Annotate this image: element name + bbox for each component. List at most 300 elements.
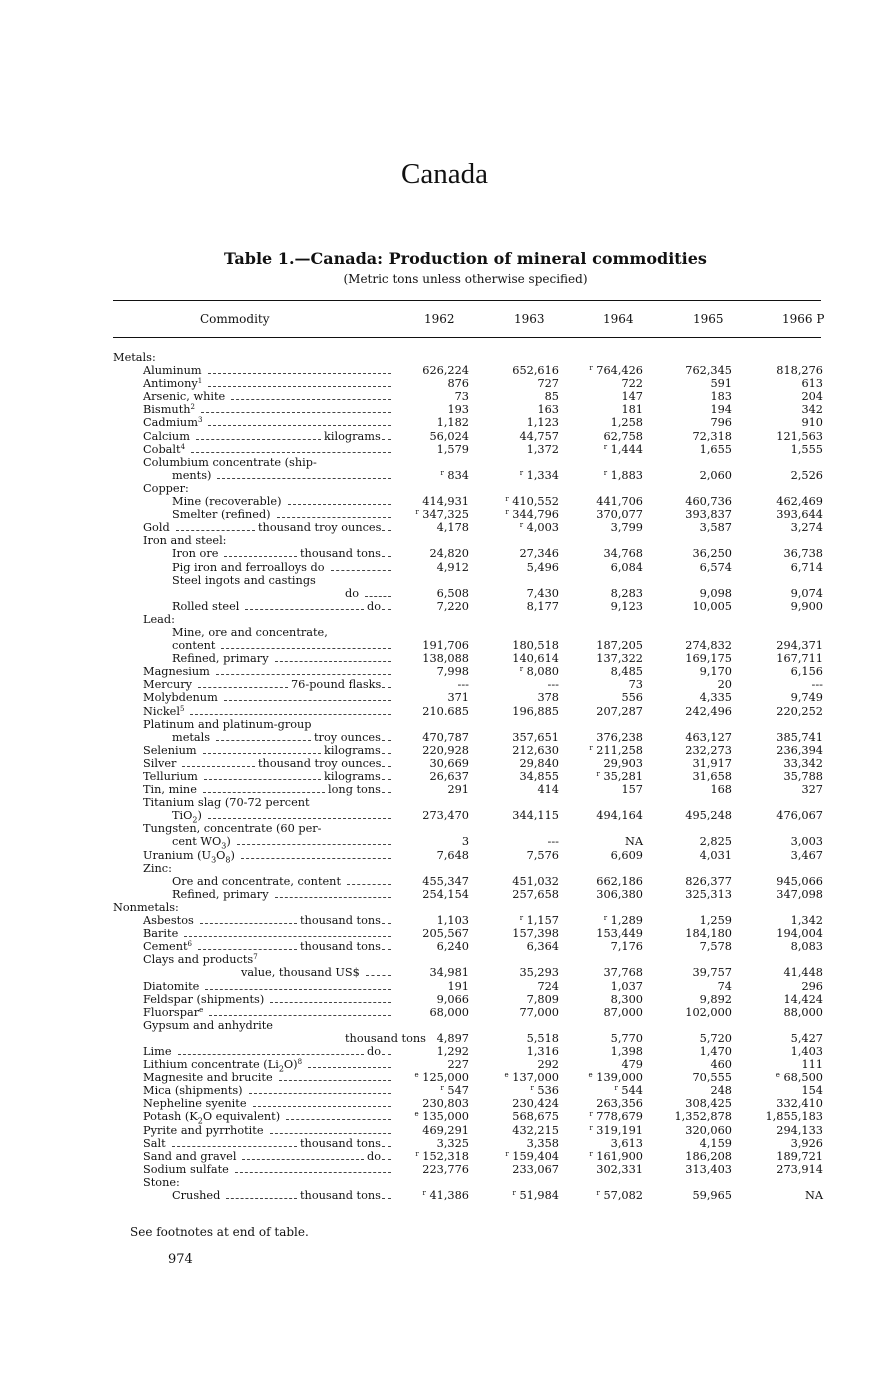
row-unit: troy ounces [314, 730, 381, 744]
table-cell: 8,083 [790, 940, 823, 954]
table-cell: 230,803 [422, 1097, 469, 1111]
row-label: Molybdenum [143, 691, 218, 705]
table-cell: 9,074 [790, 586, 823, 600]
footnote: See footnotes at end of table. [130, 1225, 309, 1239]
table-cell: 4,031 [699, 848, 732, 862]
table-cell: 193 [447, 403, 469, 417]
table-row [113, 587, 833, 600]
table-cell: 1,316 [526, 1044, 559, 1058]
table-cell: 3,003 [790, 835, 823, 849]
row-unit: kilograms [324, 743, 381, 757]
table-cell: 3,358 [526, 1136, 559, 1150]
table-cell: 273,914 [776, 1162, 823, 1176]
leader-dots [224, 700, 391, 701]
header-1964: 1964 [603, 312, 634, 326]
leader-dots [184, 936, 391, 937]
table-cell: 313,403 [685, 1162, 732, 1176]
table-cell: 1,579 [436, 442, 469, 456]
table-cell: 294,133 [776, 1123, 823, 1137]
table-row [113, 862, 833, 875]
table-cell: 31,658 [692, 770, 732, 783]
table-cell: 724 [537, 979, 559, 993]
table-cell: 393,644 [776, 508, 823, 522]
leader-dots [270, 1002, 391, 1003]
table-row [113, 574, 833, 587]
table-cell: 342 [801, 403, 823, 417]
table-cell: 196,885 [512, 704, 559, 718]
table-cell: 88,000 [783, 1005, 823, 1019]
row-label: Metals: [113, 351, 156, 364]
row-label: Bismuth$^2$ [143, 403, 195, 417]
table-cell: 325,313 [685, 887, 732, 901]
table-row [113, 508, 833, 521]
table-cell: 227 [447, 1058, 469, 1072]
table-cell: 3,926 [790, 1136, 823, 1150]
row-label: Iron and steel: [143, 534, 227, 548]
table-cell: 460,736 [685, 495, 732, 509]
leader-dots [200, 923, 297, 924]
row-label: ments) [172, 468, 212, 482]
table-cell: 168 [710, 783, 732, 797]
row-label: Mica (shipments) [143, 1084, 243, 1098]
table-top-rule [113, 300, 821, 301]
row-label: Antimony$^1$ [143, 377, 203, 391]
row-label: Mine, ore and concentrate, [172, 625, 328, 639]
table-cell: 7,809 [526, 992, 559, 1006]
leader-dots [178, 1054, 364, 1055]
table-cell: 306,380 [596, 887, 643, 901]
table-row [113, 757, 833, 770]
table-cell: 1,292 [436, 1044, 469, 1058]
table-cell: $^r$ 834 [440, 468, 469, 482]
table-cell: 41,448 [783, 966, 823, 980]
table-row [113, 888, 833, 901]
table-cell: 59,965 [692, 1189, 732, 1202]
row-label: Steel ingots and castings [172, 573, 316, 587]
leader-dots [208, 373, 391, 374]
table-row [113, 351, 833, 364]
table-cell: 8,283 [610, 586, 643, 600]
table-cell: 3,274 [790, 521, 823, 535]
row-label: Pig iron and ferroalloys do [172, 560, 325, 574]
row-label: Tellurium [143, 770, 198, 783]
row-label: Columbium concentrate (ship- [143, 455, 317, 469]
leader-dots [242, 1159, 364, 1160]
table-cell: $^r$ 35,281 [596, 770, 643, 783]
table-cell: $^r$ 544 [614, 1084, 643, 1098]
table-row [113, 1110, 833, 1126]
table-cell: 77,000 [519, 1005, 559, 1019]
table-cell: 910 [801, 416, 823, 430]
table-cell: 494,164 [596, 809, 643, 823]
table-cell: 233,067 [512, 1162, 559, 1176]
table-cell: 818,276 [776, 364, 823, 378]
table-row [113, 914, 833, 927]
table-cell: 1,403 [790, 1044, 823, 1058]
table-row [113, 547, 833, 560]
row-label: Platinum and platinum-group [143, 717, 312, 731]
table-cell: 273,470 [422, 809, 469, 823]
table-cell: 220,928 [422, 743, 469, 757]
table-cell: $^r$ 1,157 [519, 914, 559, 928]
row-label: Stone: [143, 1175, 180, 1189]
table-cell: 26,637 [429, 770, 469, 783]
table-cell: $^r$ 778,679 [589, 1110, 643, 1124]
table-cell: 376,238 [596, 730, 643, 744]
row-label: Rolled steel [172, 599, 240, 613]
table-cell: 414,931 [422, 495, 469, 509]
table-row [113, 835, 833, 851]
table-cell: 626,224 [422, 364, 469, 378]
table-cell: 34,855 [519, 770, 559, 783]
table-row [113, 416, 833, 429]
table-cell: 385,741 [776, 730, 823, 744]
table-row [113, 705, 833, 718]
table-cell: NA [804, 1189, 823, 1202]
table-cell: 183 [710, 390, 732, 404]
table-cell: 1,037 [610, 979, 643, 993]
table-row [113, 482, 833, 495]
table-cell: 414 [537, 783, 559, 797]
table-cell: 722 [621, 377, 643, 391]
table-cell: 73 [454, 390, 469, 404]
table-cell: 476,067 [776, 809, 823, 823]
table-row [113, 770, 833, 783]
table-cell: 27,346 [519, 547, 559, 561]
header-1962: 1962 [424, 312, 455, 326]
table-cell: 455,347 [422, 874, 469, 888]
table-cell: 4,897 [436, 1031, 469, 1045]
row-label: metals [172, 730, 211, 744]
table-row [113, 993, 833, 1006]
table-cell: 140,614 [512, 652, 559, 666]
row-label: Refined, primary [172, 887, 269, 901]
table-cell: 1,258 [610, 416, 643, 430]
leader-dots [190, 714, 391, 715]
leader-dots [226, 1198, 297, 1199]
row-label: Cement$^6$ [143, 940, 193, 954]
table-cell: 460 [710, 1058, 732, 1072]
table-cell: 236,394 [776, 743, 823, 757]
table-row [113, 966, 833, 979]
table-body [113, 351, 833, 1202]
table-cell: 1,352,878 [674, 1110, 732, 1124]
table-cell: $^r$ 547 [440, 1084, 469, 1098]
table-cell: 556 [621, 691, 643, 705]
page-title: Canada [401, 158, 488, 190]
row-label: Nickel$^5$ [143, 704, 185, 718]
row-label: Aluminum [143, 364, 202, 378]
table-cell: 378 [537, 691, 559, 705]
row-label: Feldspar (shipments) [143, 992, 265, 1006]
table-cell: 652,616 [512, 364, 559, 378]
table-row [113, 652, 833, 665]
table-cell: $^e$ 137,000 [504, 1071, 559, 1085]
table-cell: 230,424 [512, 1097, 559, 1111]
leader-dots [288, 504, 391, 505]
table-cell: 10,005 [692, 599, 732, 613]
table-cell: 945,066 [776, 874, 823, 888]
header-1965: 1965 [693, 312, 724, 326]
row-label: Calcium [143, 429, 190, 443]
leader-dots [205, 989, 391, 990]
row-label: Ore and concentrate, content [172, 874, 341, 888]
table-cell: 137,322 [596, 652, 643, 666]
table-cell: 147 [621, 390, 643, 404]
leader-dots [231, 399, 391, 400]
table-cell: 181 [621, 403, 643, 417]
table-cell: 826,377 [685, 874, 732, 888]
table-cell: 157 [621, 783, 643, 797]
leader-dots [196, 439, 321, 440]
table-cell: 3,587 [699, 521, 732, 535]
table-row [113, 430, 833, 443]
table-cell: 1,259 [699, 914, 732, 928]
table-row [113, 875, 833, 888]
row-label: Tin, mine [143, 783, 197, 797]
table-cell: 1,123 [526, 416, 559, 430]
table-cell: $^r$ 161,900 [589, 1149, 643, 1163]
leader-dots [203, 753, 321, 754]
table-cell: 302,331 [596, 1162, 643, 1176]
row-label: Copper: [143, 481, 189, 495]
table-cell: 62,758 [603, 429, 643, 443]
table-cell: 204 [801, 390, 823, 404]
table-cell: $^r$ 319,191 [589, 1123, 643, 1137]
row-label: Mine (recoverable) [172, 495, 282, 509]
table-cell: 1,855,183 [765, 1110, 823, 1124]
table-row [113, 561, 833, 574]
table-cell: 210.685 [422, 704, 469, 718]
table-cell: $^r$ 8,080 [519, 665, 559, 679]
table-cell: 762,345 [685, 364, 732, 378]
table-cell: 191,706 [422, 639, 469, 653]
row-label: Cobalt$^4$ [143, 442, 186, 456]
table-cell: 180,518 [512, 639, 559, 653]
leader-dots [224, 556, 297, 557]
leader-dots [217, 478, 391, 479]
row-unit: thousand tons [300, 914, 381, 928]
table-cell: 327 [801, 783, 823, 797]
table-row [113, 1019, 833, 1032]
row-label: do [345, 586, 360, 600]
table-row [113, 678, 833, 691]
table-row [113, 822, 833, 835]
row-label: Zinc: [143, 861, 172, 875]
table-cell: 157,398 [512, 927, 559, 941]
table-cell: $^r$ 57,082 [596, 1189, 643, 1202]
table-cell: 102,000 [685, 1005, 732, 1019]
row-label: cent $WO_3$) [172, 835, 231, 851]
table-cell: $^r$ 211,258 [589, 743, 643, 757]
table-cell: 7,176 [610, 940, 643, 954]
table-cell: 257,658 [512, 887, 559, 901]
leader-dots [235, 1172, 391, 1173]
table-cell: 74 [717, 979, 732, 993]
table-cell: $^r$ 1,289 [603, 914, 643, 928]
table-cell: 36,738 [783, 547, 823, 561]
table-cell: 432,215 [512, 1123, 559, 1137]
table-row [113, 1189, 833, 1202]
table-cell: 70,555 [692, 1071, 732, 1085]
leader-dots [308, 1067, 391, 1068]
table-cell: 451,032 [512, 874, 559, 888]
table-cell: 184,180 [685, 927, 732, 941]
table-cell: 9,123 [610, 599, 643, 613]
row-label: Refined, primary [172, 652, 269, 666]
table-cell: 207,287 [596, 704, 643, 718]
table-cell: 9,170 [699, 665, 732, 679]
table-cell: --- [811, 678, 823, 692]
row-label: Lithium concentrate $(Li_2O)^8$ [143, 1058, 303, 1074]
table-cell: 87,000 [603, 1005, 643, 1019]
table-row [113, 377, 833, 390]
table-cell: 169,175 [685, 652, 732, 666]
row-label: Smelter (refined) [172, 508, 271, 522]
table-cell: NA [624, 835, 643, 849]
table-row [113, 691, 833, 704]
table-cell: 5,496 [526, 560, 559, 574]
table-cell: $^r$ 344,796 [505, 508, 559, 522]
leader-dots [201, 412, 391, 413]
leader-dots [365, 596, 391, 597]
leader-dots [270, 1133, 391, 1134]
row-unit: thousand troy ounces [258, 756, 382, 770]
table-cell: 220,252 [776, 704, 823, 718]
table-cell: $^e$ 125,000 [414, 1071, 469, 1085]
table-cell: 332,410 [776, 1097, 823, 1111]
table-row [113, 521, 833, 534]
table-row [113, 665, 833, 678]
table-cell: 344,115 [512, 809, 559, 823]
table-cell: 121,563 [776, 429, 823, 443]
row-label: TiO$_2$) [172, 809, 202, 825]
table-row [113, 1137, 833, 1150]
table-cell: 6,084 [610, 560, 643, 574]
table-cell: 232,273 [685, 743, 732, 757]
table-cell: 495,248 [685, 809, 732, 823]
table-cell: 5,770 [610, 1031, 643, 1045]
table-cell: 308,425 [685, 1097, 732, 1111]
table-cell: 68,000 [429, 1005, 469, 1019]
table-cell: 662,186 [596, 874, 643, 888]
row-label: Gypsum and anhydrite [143, 1018, 273, 1032]
page-number: 974 [168, 1252, 193, 1267]
table-cell: 5,720 [699, 1031, 732, 1045]
table-cell: 9,098 [699, 586, 732, 600]
table-cell: 191 [447, 979, 469, 993]
leader-dots [253, 1106, 391, 1107]
table-row [113, 796, 833, 809]
table-cell: 212,630 [512, 743, 559, 757]
row-label: Uranium $(U_3O_8)$ [143, 848, 235, 864]
row-label: Iron ore [172, 547, 219, 561]
table-cell: 296 [801, 979, 823, 993]
row-label: Diatomite [143, 979, 200, 993]
table-cell: 1,372 [526, 442, 559, 456]
table-header-rule [113, 337, 821, 338]
row-unit: do [367, 1044, 382, 1058]
leader-dots [279, 1080, 391, 1081]
leader-dots [216, 674, 391, 675]
row-label: Tungsten, concentrate (60 per- [143, 822, 322, 836]
table-row [113, 600, 833, 613]
row-unit: do [367, 599, 382, 613]
row-unit: thousand tons [300, 1189, 381, 1202]
table-cell: 6,508 [436, 586, 469, 600]
table-cell: $^r$ 51,984 [512, 1189, 559, 1202]
row-unit: 76-pound flasks [291, 678, 382, 692]
table-cell: 3,467 [790, 848, 823, 862]
table-row [113, 783, 833, 796]
row-label: Gold [143, 521, 170, 535]
table-cell: 5,518 [526, 1031, 559, 1045]
table-cell: 34,768 [603, 547, 643, 561]
table-cell: 479 [621, 1058, 643, 1072]
leader-dots [347, 884, 391, 885]
header-commodity: Commodity [200, 312, 270, 326]
table-row [113, 534, 833, 547]
row-unit: long tons [328, 783, 381, 797]
leader-dots [249, 1093, 391, 1094]
table-cell: 9,066 [436, 992, 469, 1006]
table-cell: 33,342 [783, 756, 823, 770]
table-cell: 727 [537, 377, 559, 391]
table-cell: 6,574 [699, 560, 732, 574]
table-cell: $^r$ 1,444 [603, 442, 643, 456]
leader-dots [204, 779, 321, 780]
row-label: Mercury [143, 678, 193, 692]
table-cell: 4,159 [699, 1136, 732, 1150]
leader-dots [182, 766, 255, 767]
table-cell: 30,669 [429, 756, 469, 770]
row-label: Titanium slag (70-72 percent [143, 796, 310, 810]
row-unit: kilograms [324, 770, 381, 783]
row-label: thousand tons [345, 1031, 426, 1045]
table-cell: 7,578 [699, 940, 732, 954]
table-cell: --- [547, 835, 559, 849]
leader-dots [245, 609, 364, 610]
table-cell: 73 [628, 678, 643, 692]
table-row [113, 1084, 833, 1097]
table-cell: 294,371 [776, 639, 823, 653]
table-cell: 1,655 [699, 442, 732, 456]
table-cell: 6,609 [610, 848, 643, 862]
table-row [113, 469, 833, 482]
leader-dots [203, 792, 325, 793]
table-row [113, 390, 833, 403]
table-cell: 3,799 [610, 521, 643, 535]
table-cell: 29,903 [603, 756, 643, 770]
leader-dots [198, 687, 288, 688]
table-cell: $^r$ 159,404 [505, 1149, 559, 1163]
table-cell: 3,325 [436, 1136, 469, 1150]
table-cell: 613 [801, 377, 823, 391]
table-cell: 463,127 [685, 730, 732, 744]
table-row [113, 1058, 833, 1074]
table-cell: 6,714 [790, 560, 823, 574]
row-label: Selenium [143, 743, 197, 757]
table-cell: 469,291 [422, 1123, 469, 1137]
table-cell: 4,178 [436, 521, 469, 535]
table-cell: 6,156 [790, 665, 823, 679]
table-cell: 153,449 [596, 927, 643, 941]
table-cell: $^r$ 347,325 [415, 508, 469, 522]
row-label: Pyrite and pyrrhotite [143, 1123, 264, 1137]
table-cell: $^r$ 1,883 [603, 468, 643, 482]
table-cell: 371 [447, 691, 469, 705]
table-cell: 1,342 [790, 914, 823, 928]
